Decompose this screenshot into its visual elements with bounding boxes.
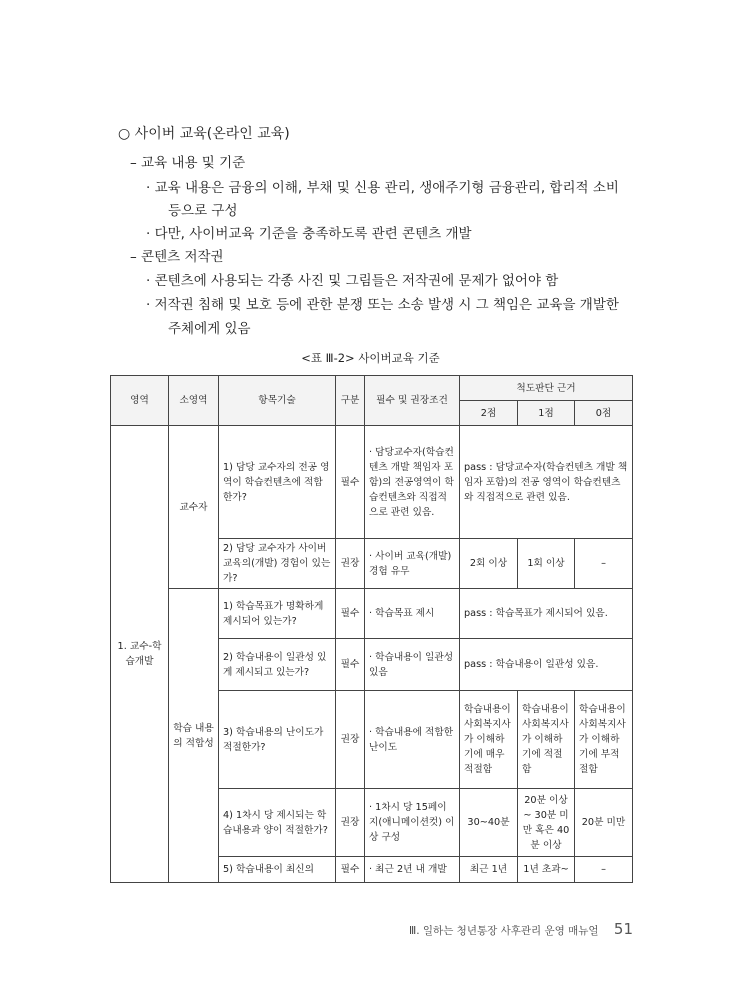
header-criteria: 척도판단 근거: [460, 376, 633, 401]
subarea-content: 학습 내용의 적합성: [169, 589, 219, 883]
footer-title: Ⅲ. 일하는 청년통장 사후관리 운영 매뉴얼: [409, 925, 599, 937]
requirement-cell: · 최근 2년 내 개발: [365, 857, 460, 883]
requirement-cell: · 학습내용에 적합한 난이도: [365, 691, 460, 789]
type-cell: 권장: [336, 691, 365, 789]
item-cell: 4) 1차시 당 제시되는 학습내용과 양이 적절한가?: [219, 789, 336, 857]
pass-cell: pass : 학습목표가 제시되어 있음.: [460, 589, 633, 639]
bullet-copyright-1: · 콘텐츠에 사용되는 각종 사진 및 그림들은 저작권에 문제가 없어야 함: [146, 273, 559, 289]
score-0-cell: –: [575, 857, 633, 883]
subarea-professor: 교수자: [169, 426, 219, 589]
pass-cell: pass : 학습내용이 일관성 있음.: [460, 639, 633, 691]
sub-heading-copyright: – 콘텐츠 저작권: [130, 249, 224, 265]
score-2-cell: 최근 1년: [460, 857, 518, 883]
score-2-cell: 2회 이상: [460, 539, 518, 589]
item-cell: 2) 담당 교수자가 사이버교육의(개발) 경험이 있는가?: [219, 539, 336, 589]
header-score-2: 2점: [460, 401, 518, 426]
score-2-cell: 30~40분: [460, 789, 518, 857]
table-row: [111, 589, 633, 639]
score-2-cell: 학습내용이 사회복지사가 이해하기에 매우 적절함: [460, 691, 518, 789]
section-heading: ○ 사이버 교육(온라인 교육): [118, 126, 290, 142]
score-0-cell: 학습내용이 사회복지사가 이해하기에 부적절함: [575, 691, 633, 789]
header-score-1: 1점: [518, 401, 575, 426]
table-caption: <표 Ⅲ-2> 사이버교육 기준: [301, 351, 440, 365]
score-0-cell: –: [575, 539, 633, 589]
type-cell: 필수: [336, 589, 365, 639]
bullet-content-1: · 교육 내용은 금융의 이해, 부채 및 신용 관리, 생애주기형 금융관리, 합리적 소비: [146, 180, 619, 196]
score-1-cell: 학습내용이 사회복지사가 이해하기에 적절함: [518, 691, 575, 789]
type-cell: 권장: [336, 789, 365, 857]
score-1-cell: 1회 이상: [518, 539, 575, 589]
header-requirement: 필수 및 권장조건: [365, 376, 460, 426]
requirement-cell: · 학습목표 제시: [365, 589, 460, 639]
page-number: 51: [613, 920, 633, 938]
cyber-education-criteria-table: [110, 375, 633, 883]
score-1-cell: 20분 이상 ~ 30분 미만 혹은 40분 이상: [518, 789, 575, 857]
page-footer: [409, 920, 633, 938]
score-0-cell: 20분 미만: [575, 789, 633, 857]
table-row: [111, 426, 633, 539]
type-cell: 필수: [336, 426, 365, 539]
type-cell: 필수: [336, 857, 365, 883]
sub-heading-content: – 교육 내용 및 기준: [130, 155, 246, 171]
type-cell: 권장: [336, 539, 365, 589]
bullet-content-2: · 다만, 사이버교육 기준을 충족하도록 관련 콘텐츠 개발: [146, 226, 472, 242]
bullet-content-1-cont: 등으로 구성: [168, 203, 238, 219]
header-type: 구분: [336, 376, 365, 426]
requirement-cell: · 학습내용이 일관성 있음: [365, 639, 460, 691]
item-cell: 2) 학습내용이 일관성 있게 제시되고 있는가?: [219, 639, 336, 691]
requirement-cell: · 사이버 교육(개발) 경험 유무: [365, 539, 460, 589]
requirement-cell: · 담당교수자(학습컨텐츠 개발 책임자 포함)의 전공영역이 학습컨텐츠와 직접적으로 관련 있음.: [365, 426, 460, 539]
header-area: 영역: [111, 376, 169, 426]
bullet-copyright-2-cont: 주체에게 있음: [168, 321, 251, 337]
bullet-copyright-2: · 저작권 침해 및 보호 등에 관한 분쟁 또는 소송 발생 시 그 책임은 교육을 개발한: [146, 297, 619, 313]
item-cell: 1) 학습목표가 명확하게 제시되어 있는가?: [219, 589, 336, 639]
type-cell: 필수: [336, 639, 365, 691]
item-cell: 5) 학습내용이 최신의: [219, 857, 336, 883]
header-score-0: 0점: [575, 401, 633, 426]
pass-cell: pass : 담당교수자(학습컨텐츠 개발 책임자 포함)의 전공 영역이 학습컨텐츠와 직접적으로 관련 있음.: [460, 426, 633, 539]
header-subarea: 소영역: [169, 376, 219, 426]
item-cell: 1) 담당 교수자의 전공 영역이 학습컨텐츠에 적합한가?: [219, 426, 336, 539]
score-1-cell: 1년 초과~: [518, 857, 575, 883]
header-item: 항목기술: [219, 376, 336, 426]
area-cell: 1. 교수-학습개발: [111, 426, 169, 883]
requirement-cell: · 1차시 당 15페이지(애니메이션컷) 이상 구성: [365, 789, 460, 857]
item-cell: 3) 학습내용의 난이도가 적절한가?: [219, 691, 336, 789]
